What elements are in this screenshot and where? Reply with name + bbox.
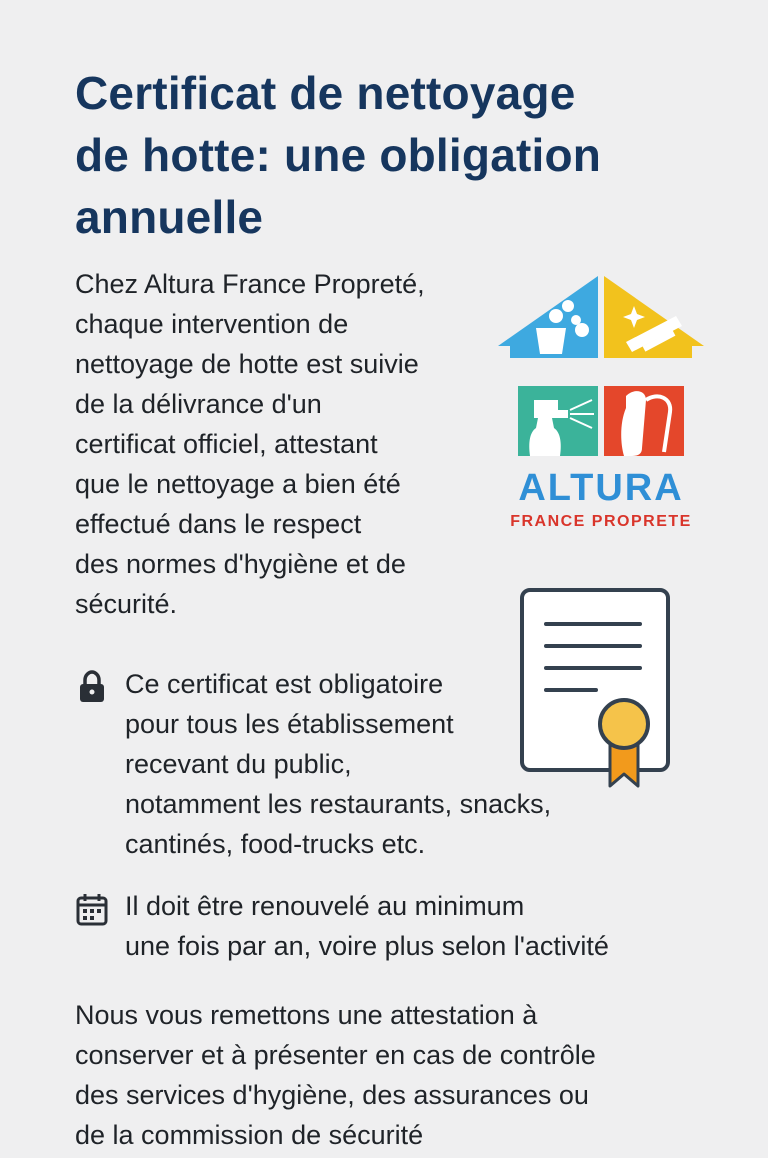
- intro-line: certificat officiel, attestant: [75, 429, 378, 459]
- bullet-line: Ce certificat est obligatoire: [125, 669, 444, 699]
- lock-icon: [75, 670, 109, 704]
- outro-line: des services d'hygiène, des assurances ou: [75, 1080, 589, 1110]
- bullet-text: [125, 886, 609, 966]
- title-line: Certificat de nettoyage: [75, 67, 576, 119]
- title-line: de hotte: une obligation: [75, 129, 602, 181]
- intro-line: sécurité.: [75, 589, 178, 619]
- intro-line: nettoyage de hotte est suivie: [75, 349, 419, 379]
- bullet-line: une fois par an, voire plus selon l'activité: [125, 931, 609, 961]
- calendar-icon: [75, 892, 109, 926]
- intro-line: que le nettoyage a bien été: [75, 469, 401, 499]
- bullet-line: cantinés, food-trucks etc.: [125, 829, 426, 859]
- bullet-item-renewal: [75, 886, 695, 976]
- page-title: [75, 62, 695, 248]
- intro-line: chaque intervention de: [75, 309, 349, 339]
- outro-line: conserver et à présenter en cas de contrôle: [75, 1040, 596, 1070]
- bullet-text: [125, 664, 551, 864]
- intro-paragraph: [75, 264, 495, 624]
- title-line: annuelle: [75, 191, 264, 243]
- intro-line: Chez Altura France Propreté,: [75, 269, 425, 299]
- logo-subtitle: FRANCE PROPRETE: [510, 513, 692, 530]
- bullet-item-mandatory: [75, 664, 675, 864]
- outro-line: Nous vous remettons une attestation à: [75, 1000, 538, 1030]
- outro-paragraph: [75, 995, 695, 1155]
- intro-line: de la délivrance d'un: [75, 389, 322, 419]
- altura-logo: [496, 272, 706, 532]
- intro-line: des normes d'hygiène et de: [75, 549, 406, 579]
- logo-house-icon: [496, 272, 706, 462]
- intro-line: effectué dans le respect: [75, 509, 362, 539]
- bullet-line: notamment les restaurants, snacks,: [125, 789, 552, 819]
- bullet-line: pour tous les établissement: [125, 709, 454, 739]
- bullet-line: recevant du public,: [125, 749, 352, 779]
- bullet-line: Il doit être renouvelé au minimum: [125, 891, 525, 921]
- logo-wordmark: ALTURA: [518, 467, 684, 509]
- outro-line: de la commission de sécurité: [75, 1120, 424, 1150]
